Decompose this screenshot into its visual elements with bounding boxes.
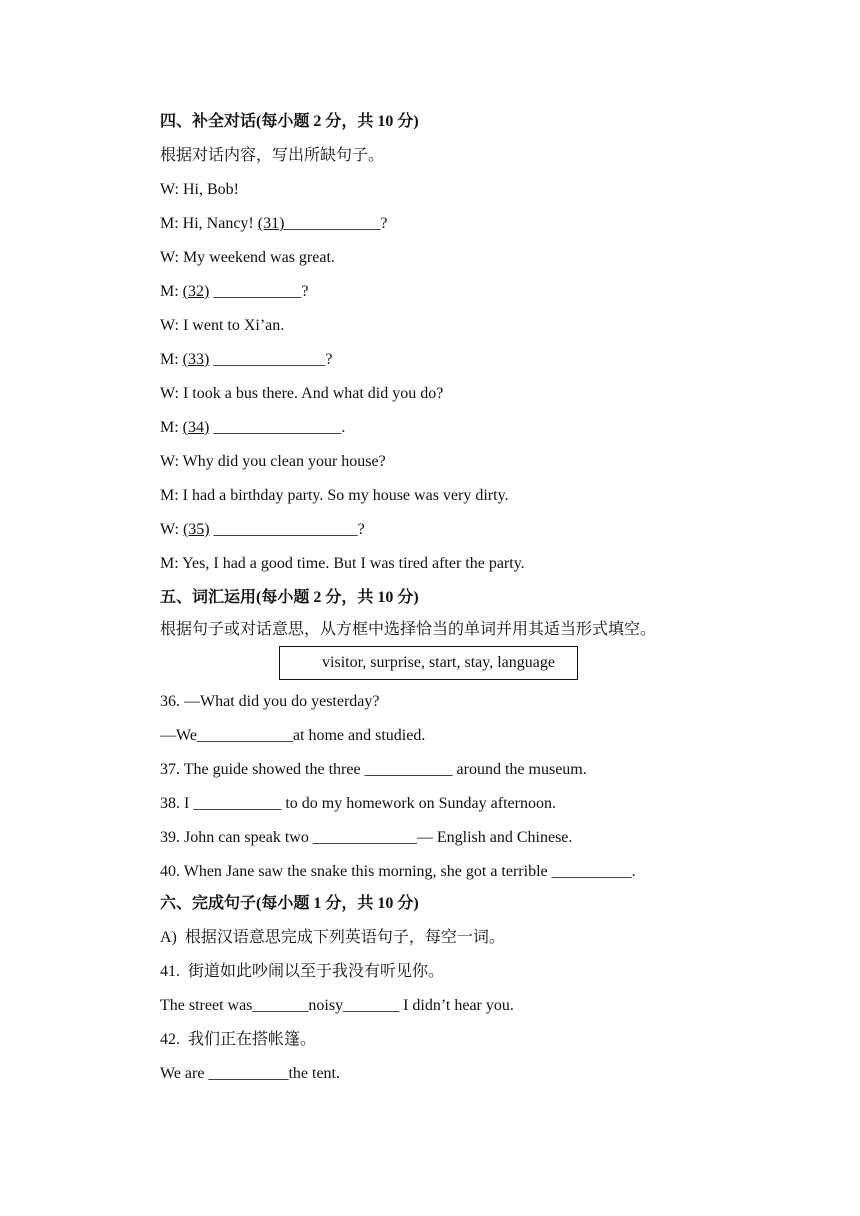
- dialogue-line: W: Why did you clean your house?: [160, 453, 386, 470]
- blank-32-label: (32): [182, 283, 210, 300]
- section-6-heading: 六、完成句子(每小题 1 分，共 10 分): [160, 895, 419, 912]
- dialogue-line-31: M: Hi, Nancy! (31)____________?: [160, 215, 388, 232]
- dialogue-line-35: W: (35) __________________?: [160, 521, 365, 538]
- dialogue-line-32: M: (32) ___________?: [160, 283, 309, 300]
- question-42-english[interactable]: We are __________the tent.: [160, 1065, 340, 1082]
- question-37[interactable]: 37. The guide showed the three ___________ around the museum.: [160, 761, 587, 778]
- section-6-part-a-instruction: A) 根据汉语意思完成下列英语句子，每空一词。: [160, 929, 505, 946]
- word-bank-box: visitor, surprise, start, stay, language: [279, 646, 578, 680]
- dialogue-line: W: I went to Xi’an.: [160, 317, 285, 334]
- question-38[interactable]: 38. I ___________ to do my homework on Sunday afternoon.: [160, 795, 556, 812]
- question-39[interactable]: 39. John can speak two _____________— English and Chinese.: [160, 829, 573, 846]
- question-40[interactable]: 40. When Jane saw the snake this morning, she got a terrible __________.: [160, 863, 636, 880]
- dialogue-line: W: Hi, Bob!: [160, 181, 239, 198]
- blank-31-label: (31): [257, 215, 285, 232]
- blank-35-label: (35): [182, 521, 210, 538]
- blank-32[interactable]: ___________: [209, 283, 302, 300]
- blank-34[interactable]: ________________: [209, 419, 342, 436]
- question-41-english[interactable]: The street was_______noisy_______ I didn’t hear you.: [160, 997, 514, 1014]
- blank-33-label: (33): [182, 351, 210, 368]
- section-5-heading: 五、词汇运用(每小题 2 分，共 10 分): [160, 589, 419, 606]
- question-36-answer-line[interactable]: —We____________at home and studied.: [160, 727, 426, 744]
- question-36: 36. —What did you do yesterday?: [160, 693, 380, 710]
- dialogue-line-33: M: (33) ______________?: [160, 351, 333, 368]
- dialogue-line: W: I took a bus there. And what did you do?: [160, 385, 444, 402]
- blank-35[interactable]: __________________: [209, 521, 358, 538]
- question-42-chinese: 42. 我们正在搭帐篷。: [160, 1031, 317, 1048]
- blank-34-label: (34): [182, 419, 210, 436]
- dialogue-line: M: Yes, I had a good time. But I was tired after the party.: [160, 555, 525, 572]
- dialogue-line-34: M: (34) ________________.: [160, 419, 346, 436]
- blank-31[interactable]: ____________: [284, 215, 381, 232]
- section-4-heading: 四、补全对话(每小题 2 分，共 10 分): [160, 113, 419, 130]
- dialogue-line: M: I had a birthday party. So my house was very dirty.: [160, 487, 509, 504]
- dialogue-line: W: My weekend was great.: [160, 249, 335, 266]
- section-5-instruction: 根据句子或对话意思，从方框中选择恰当的单词并用其适当形式填空。: [160, 621, 657, 638]
- section-4-instruction: 根据对话内容，写出所缺句子。: [160, 147, 385, 164]
- blank-33[interactable]: ______________: [209, 351, 326, 368]
- question-41-chinese: 41. 街道如此吵闹以至于我没有听见你。: [160, 963, 445, 980]
